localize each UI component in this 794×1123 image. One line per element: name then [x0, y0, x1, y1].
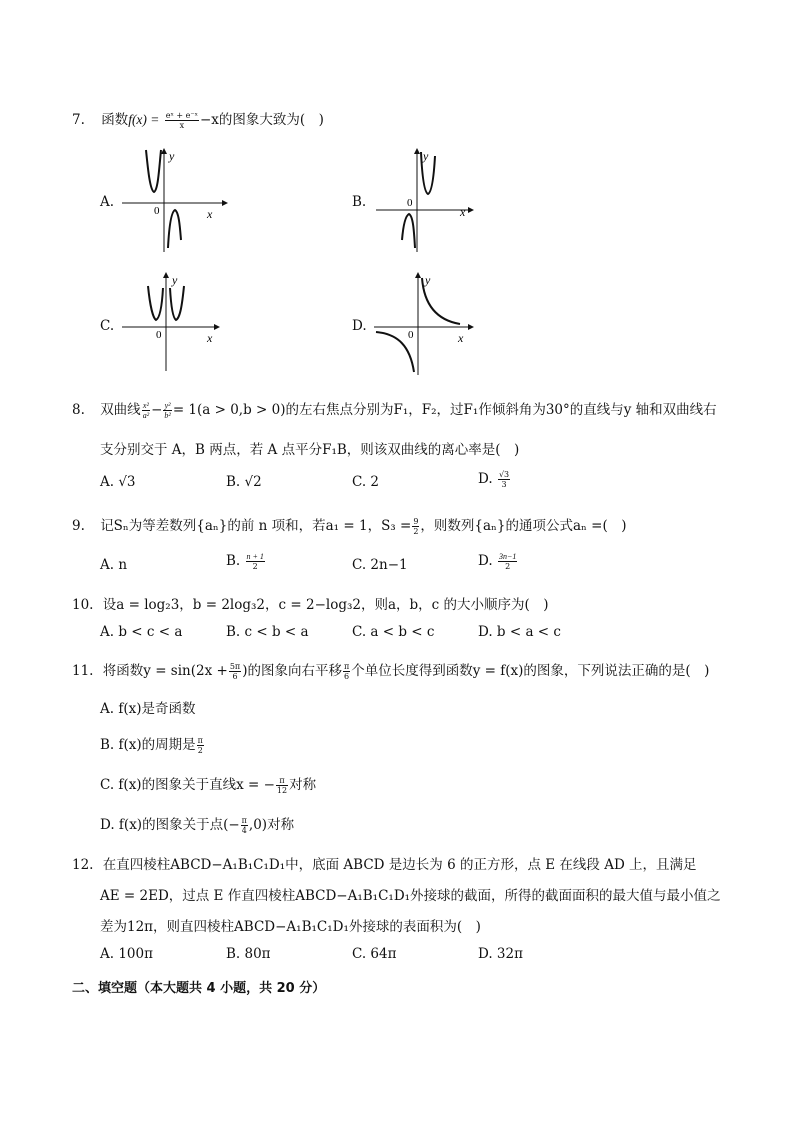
q7-graph-a[interactable] [118, 148, 228, 253]
q10-option-d[interactable]: D. b < a < c [478, 624, 561, 640]
q11-option-b-num: π [197, 736, 203, 745]
curve-right-lower [168, 210, 181, 248]
q9-option-b[interactable] [226, 552, 266, 571]
q12-option-b[interactable]: B. 80π [226, 946, 271, 962]
q7-stem [72, 108, 324, 130]
q11-stem-pre: 将函数y = sin(2x + [102, 663, 228, 679]
q8-frac-y [163, 401, 171, 420]
q11-number: 11. [72, 663, 94, 679]
q7-graph-b[interactable] [372, 148, 482, 253]
q8-frac-x [142, 401, 150, 420]
y-label: y [172, 273, 178, 287]
q8-stem-line1 [72, 398, 717, 420]
q10-stem [72, 593, 549, 613]
q7-frac-den: x [179, 121, 185, 130]
q11-stem [72, 659, 709, 681]
q11-option-c-num: π [276, 776, 288, 786]
origin-label: 0 [156, 329, 162, 341]
q8-number: 8. [72, 402, 85, 418]
curve-left [148, 286, 163, 320]
q9-option-b-label: B. [226, 553, 241, 569]
section-fill-in-blank-title: 二、填空题（本大题共 4 小题，共 20 分） [72, 981, 326, 996]
q11-p2-num: π [343, 662, 350, 671]
q11-p1-num: 5π [229, 662, 241, 671]
q7-frac-num: eˣ + e⁻ˣ [165, 111, 198, 120]
q11-option-b[interactable] [100, 733, 205, 755]
q7-stem-pre: 函数 [101, 112, 129, 128]
q9-option-b-den: 2 [252, 562, 258, 571]
q11-option-d-frac [241, 816, 248, 835]
q8-f2-num: y² [164, 401, 171, 410]
q8-line1-pre: 双曲线 [100, 402, 141, 418]
q7-stem-post: −x的图象大致为( ) [199, 112, 324, 128]
q8-minus: − [151, 402, 163, 418]
q11-option-b-pre: B. f(x)的周期是 [100, 737, 196, 753]
q9-number: 9. [72, 518, 85, 534]
x-label: x [460, 205, 466, 219]
q10-number: 10. [72, 597, 94, 613]
q11-option-c-pre: C. f(x)的图象关于直线x = − [100, 777, 275, 793]
q9-stem-pre: 记Sₙ为等差数列{aₙ}的前 n 项和，若a₁ = 1，S₃ = [100, 518, 412, 534]
curve-left-upper [146, 150, 161, 192]
q11-option-d-den: 4 [241, 826, 247, 835]
q8-stem-line2: 支分别交于 A，B 两点，若 A 点平分F₁B，则该双曲线的离心率是( ) [100, 442, 520, 458]
q11-option-b-den: 2 [197, 746, 203, 755]
x-arrow [222, 200, 228, 206]
q11-option-c-frac [276, 776, 288, 795]
q11-p1-den: 6 [232, 672, 238, 681]
q8-option-d-frac [498, 470, 510, 489]
q10-option-a[interactable]: A. b < c < a [100, 624, 183, 640]
q12-stem-line1 [72, 853, 697, 873]
q11-option-d-num: π [241, 816, 247, 825]
x-arrow [214, 324, 220, 330]
q11-option-d-pre: D. f(x)的图象关于点(− [100, 817, 240, 833]
q12-option-d[interactable]: D. 32π [478, 946, 523, 962]
q11-shift-frac [229, 662, 241, 681]
q9-option-a[interactable]: A. n [100, 557, 128, 573]
q8-f1-num: x² [142, 401, 149, 410]
q8-f2-den: b² [164, 411, 171, 420]
q7-fx: f(x) = [128, 112, 160, 127]
q11-option-b-frac [197, 736, 204, 755]
q7-graph-d[interactable] [372, 272, 482, 376]
q7-option-a-label[interactable]: A. [100, 194, 115, 210]
q9-option-d-num: 3n−1 [498, 552, 517, 561]
y-arrow [414, 148, 420, 154]
q9-s3-num: 9 [413, 517, 419, 526]
q9-option-d-frac [498, 552, 517, 571]
curve-right [170, 286, 184, 320]
q11-option-d-post: ,0)对称 [248, 817, 295, 833]
q12-stem-line2: AE = 2ED，过点 E 作直四棱柱ABCD−A₁B₁C₁D₁外接球的截面，所得的截面面积的最大值与最小值之 [100, 888, 721, 904]
q7-fraction [165, 111, 199, 130]
q9-s3-den: 2 [413, 527, 419, 536]
q11-option-c[interactable] [100, 773, 316, 795]
q8-line1-mid: = 1(a > 0,b > 0)的左右焦点分别为F₁，F₂，过F₁作倾斜角为30°的直线与y 轴和双曲线右 [172, 402, 717, 418]
q12-number: 12. [72, 857, 94, 873]
origin-label: 0 [154, 205, 160, 217]
x-label: x [207, 207, 213, 221]
origin-label: 0 [407, 197, 413, 209]
q7-option-d-label[interactable]: D. [352, 318, 367, 334]
q8-option-c[interactable]: C. 2 [352, 474, 380, 490]
q8-option-b[interactable]: B. √2 [226, 474, 262, 490]
q8-option-d-label: D. [478, 471, 493, 487]
q9-option-d[interactable] [478, 552, 518, 571]
q11-p2-den: 6 [344, 672, 350, 681]
q9-stem [72, 514, 627, 536]
q9-option-b-num: n + 1 [246, 552, 264, 561]
q11-option-c-post: 对称 [289, 777, 317, 793]
q10-stem-text: 设a = log₂3，b = 2log₃2，c = 2−log₃2，则a，b，c 的大小顺序为( ) [102, 597, 549, 613]
x-label: x [458, 331, 464, 345]
y-label: y [423, 149, 429, 163]
y-arrow [415, 272, 421, 278]
q9-stem-post: ，则数列{aₙ}的通项公式aₙ =( ) [420, 518, 627, 534]
q11-translate-frac [343, 662, 350, 681]
y-label: y [425, 273, 431, 287]
origin-label: 0 [408, 329, 414, 341]
q7-number: 7. [72, 112, 85, 128]
q9-option-d-den: 2 [505, 562, 511, 571]
q9-option-c[interactable]: C. 2n−1 [352, 557, 408, 573]
q11-stem-post: 个单位长度得到函数y = f(x)的图象，下列说法正确的是( ) [351, 663, 710, 679]
q9-option-b-frac [246, 552, 265, 571]
curve-left-lower [402, 214, 415, 248]
y-arrow [163, 272, 169, 278]
y-label: y [169, 149, 175, 163]
q7-graph-c[interactable] [118, 272, 228, 372]
q9-s3-frac [412, 517, 419, 536]
q8-f1-den: a² [142, 411, 150, 420]
x-arrow [468, 207, 474, 213]
q12-stem-line3: 差为12π，则直四棱柱ABCD−A₁B₁C₁D₁外接球的表面积为( ) [100, 919, 481, 935]
q9-option-d-label: D. [478, 553, 493, 569]
q11-stem-mid: )的图象向右平移 [242, 663, 342, 679]
q10-option-c[interactable]: C. a < b < c [352, 624, 435, 640]
q11-option-d[interactable] [100, 813, 294, 835]
q12-option-c[interactable]: C. 64π [352, 946, 397, 962]
x-label: x [207, 331, 213, 345]
x-arrow [468, 324, 474, 330]
q10-option-b[interactable]: B. c < b < a [226, 624, 309, 640]
q8-option-d-num: √3 [498, 470, 510, 479]
q11-option-c-den: 12 [276, 786, 288, 795]
q8-option-d[interactable] [478, 470, 511, 489]
q12-line1-text: 在直四棱柱ABCD−A₁B₁C₁D₁中，底面 ABCD 是边长为 6 的正方形，点 E 在线段 AD 上，且满足 [102, 857, 697, 873]
q8-option-a[interactable]: A. √3 [100, 474, 136, 490]
q12-option-a[interactable]: A. 100π [100, 946, 153, 962]
q7-option-b-label[interactable]: B. [352, 194, 367, 210]
q11-option-a[interactable]: A. f(x)是奇函数 [100, 701, 196, 717]
q8-option-d-den: 3 [501, 480, 507, 489]
q7-option-c-label[interactable]: C. [100, 318, 115, 334]
